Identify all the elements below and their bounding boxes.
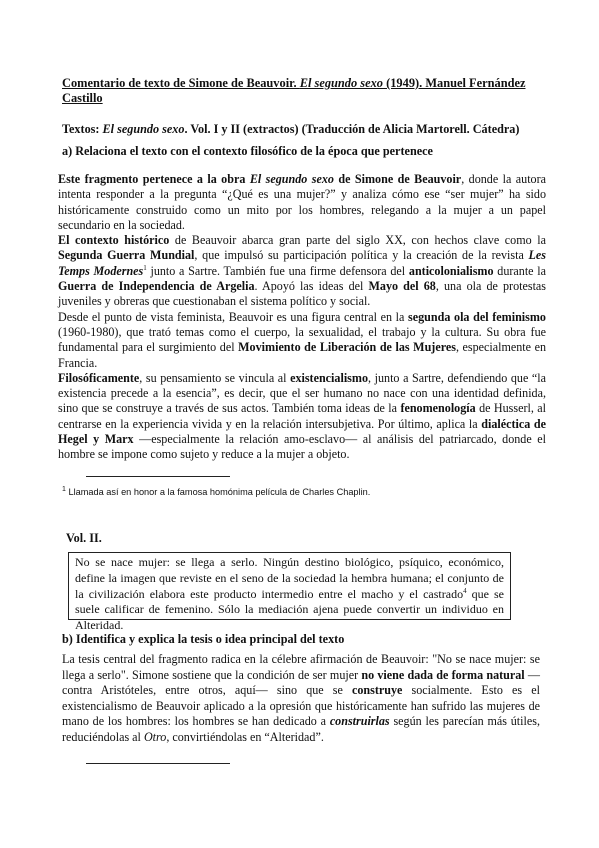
text-run: , su pensamiento se vincula al bbox=[139, 370, 291, 385]
text-run: , convirtiéndolas en “Alteridad”. bbox=[166, 729, 324, 744]
text-run: 1 bbox=[143, 263, 147, 272]
text-run: , que impulsó su participación política y la creación de la revista bbox=[194, 248, 529, 263]
footnote-divider bbox=[86, 476, 230, 477]
text-run: anticolonialismo bbox=[408, 263, 494, 278]
text-run: , una ola de protestas juveniles y obreras que cuestionaban el sistema político y social. bbox=[58, 279, 547, 309]
subtitle-source: . Vol. I y II (extractos) (Traducción de Alicia Martorell. Cátedra) bbox=[184, 122, 520, 136]
volume-label: Vol. II. bbox=[66, 531, 102, 545]
text-run: existencialismo bbox=[290, 370, 369, 385]
footnote-mark: 1 bbox=[62, 485, 66, 493]
title-author: (1949). Manuel Fernández Castillo bbox=[62, 76, 526, 105]
text-run: Desde el punto de vista feminista, Beauvoir es una figura central en la bbox=[58, 309, 409, 324]
text-run: dialéctica de Hegel y Marx bbox=[58, 416, 546, 447]
title-text: Comentario de texto de Simone de Beauvoir. bbox=[62, 76, 300, 90]
question-b-heading: b) Identifica y explica la tesis o idea principal del texto bbox=[62, 632, 345, 646]
text-run: Segunda Guerra Mundial bbox=[58, 248, 195, 263]
text-run: junto a Sartre. También fue una firme defensora del bbox=[146, 263, 409, 278]
footnote-text: Llamada así en honor a la famosa homónima película de Charles Chaplin. bbox=[65, 487, 371, 497]
paragraph bbox=[62, 652, 540, 746]
paragraph bbox=[58, 371, 546, 463]
text-run: de Beauvoir abarca gran parte del siglo XX, con hechos clave como la bbox=[169, 233, 546, 248]
text-run: durante la bbox=[493, 263, 546, 278]
text-run: Les Temps Modernes bbox=[58, 248, 547, 278]
question-a-heading: a) Relaciona el texto con el contexto filosófico de la época que pertenece bbox=[62, 144, 433, 158]
footnote bbox=[62, 486, 542, 498]
text-run: —especialmente la relación amo-esclavo— al análisis del patriarcado, donde el hombre se impone como sujeto y reduce a la mujer a objeto. bbox=[58, 432, 546, 462]
text-run: Otro bbox=[143, 729, 167, 744]
text-run: , junto a Sartre, defendiendo que “la existencia precede a la esencia”, es decir, que el ser humano no nace con una identidad definida, sino que se construye a través de sus actos. También toma ideas de la bbox=[58, 370, 546, 416]
text-run: segunda ola del feminismo bbox=[408, 309, 546, 324]
subtitle-text: Textos: bbox=[62, 122, 103, 136]
text-run: según les parecían más útiles, reduciéndolas al bbox=[62, 714, 540, 744]
text-run: Filosóficamente bbox=[58, 370, 140, 385]
footnote-divider-2 bbox=[86, 763, 230, 764]
quote-tail: que se suele calificar de femenino. Sólo la mediación ajena puede convertir un individuo en Alteridad. bbox=[75, 586, 505, 633]
text-run: El contexto histórico bbox=[58, 233, 170, 248]
text-run: de Husserl, al centrarse en la experiencia vivida y en la relación intersubjetiva. Por último, aplica la bbox=[58, 401, 547, 431]
paragraph bbox=[58, 172, 546, 233]
paragraph bbox=[58, 233, 546, 309]
text-run: . Apoyó las ideas del bbox=[254, 279, 369, 294]
text-run: Guerra de Independencia de Argelia bbox=[58, 279, 255, 294]
text-run: , donde la autora intenta responder a la pregunta “¿Qué es una mujer?” y analiza cómo ese “ser mujer” ha sido históricamente construido como un mito por los hombres, relegando a la mujer a un papel secundario en la sociedad. bbox=[58, 172, 546, 232]
document-title bbox=[62, 76, 542, 106]
text-run: fenomenología bbox=[400, 401, 476, 416]
text-run: construirlas bbox=[329, 714, 390, 729]
quote-footnote-mark: 4 bbox=[463, 586, 467, 595]
section-b-body bbox=[62, 652, 540, 746]
subtitle-work: El segundo sexo bbox=[102, 122, 185, 136]
text-run: de Simone de Beauvoir bbox=[333, 172, 462, 186]
quote-text: No se nace mujer: se llega a serlo. Ningún destino biológico, psíquico, económico, define la imagen que reviste en el seno de la sociedad la hembra humana; el conjunto de la civilización elabora este producto intermedio entre el macho y el castrado bbox=[75, 555, 504, 601]
text-run: , especialmente en Francia. bbox=[58, 340, 546, 370]
text-run: Movimiento de Liberación de las Mujeres bbox=[238, 340, 456, 355]
text-run: Mayo del 68 bbox=[368, 279, 436, 294]
text-run: — contra Aristóteles, entre otros, aquí— sino que se bbox=[62, 667, 540, 698]
text-run: El segundo sexo bbox=[249, 172, 334, 186]
section-a-body bbox=[58, 172, 546, 463]
document-subtitle bbox=[62, 122, 542, 137]
text-run: (1960-1980), que trató temas como el cuerpo, la sexualidad, el trabajo y la cultura. Su obra fue fundamental para el surgimiento del bbox=[58, 324, 546, 355]
text-run: Este fragmento pertenece a la obra bbox=[58, 172, 250, 186]
text-run: La tesis central del fragmento radica en la célebre afirmación de Beauvoir: "No se nace mujer: se llega a serlo". Simone sostiene que la condición de ser mujer bbox=[62, 652, 540, 682]
text-run: no viene dada de forma natural bbox=[361, 667, 525, 682]
quote-box bbox=[68, 552, 511, 633]
text-run: socialmente. Esto es el existencialismo de Beauvoir aplicado a la opresión que históricamente han sufrido las mujeres de mano de los hombres: los hombres se han dedicado a bbox=[62, 683, 540, 729]
paragraph bbox=[58, 310, 546, 371]
text-run: construye bbox=[352, 683, 403, 698]
title-work: El segundo sexo bbox=[299, 76, 384, 90]
